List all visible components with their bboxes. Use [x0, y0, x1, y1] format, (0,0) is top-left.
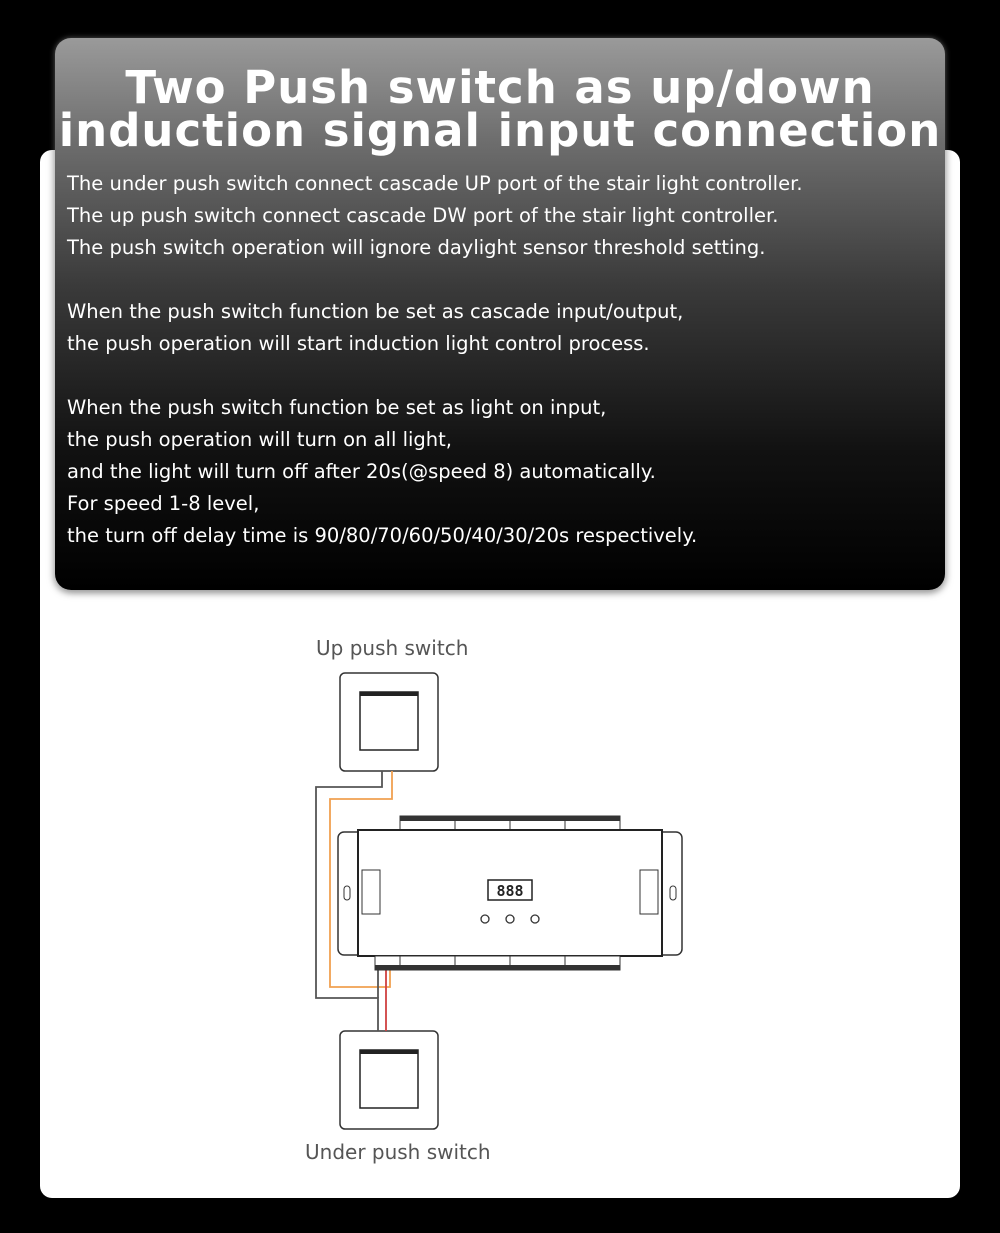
text-line: The up push switch connect cascade DW port of the stair light controller.	[67, 204, 779, 227]
title-line-2: induction signal input connection	[58, 104, 942, 157]
text-line: the turn off delay time is 90/80/70/60/50/40/30/20s respectively.	[67, 524, 698, 547]
title-line-1: Two Push switch as up/down	[125, 61, 875, 114]
diagram-svg	[300, 630, 700, 1175]
stair-light-controller	[338, 830, 682, 956]
text-line: and the light will turn off after 20s(@speed 8) automatically.	[67, 460, 656, 483]
paragraph-3	[67, 392, 927, 552]
header-card	[55, 38, 945, 590]
text-line: The push switch operation will ignore daylight sensor threshold setting.	[67, 236, 766, 259]
text-line: the push operation will turn on all light,	[67, 428, 453, 451]
description	[67, 168, 927, 552]
text-line: the push operation will start induction light control process.	[67, 332, 650, 355]
up-switch-label: Up push switch	[316, 636, 469, 660]
under-push-switch	[340, 1031, 438, 1129]
text-line: The under push switch connect cascade UP port of the stair light controller.	[67, 172, 803, 195]
wiring-diagram	[300, 630, 700, 1175]
text-line: When the push switch function be set as light on input,	[67, 396, 607, 419]
text-line: When the push switch function be set as cascade input/output,	[67, 300, 684, 323]
up-push-switch	[340, 673, 438, 771]
segment-display: 888	[496, 882, 524, 900]
under-switch-label: Under push switch	[305, 1140, 491, 1164]
top-terminals	[400, 816, 620, 830]
page-title	[55, 61, 945, 157]
paragraph-1	[67, 168, 927, 264]
bottom-terminals	[375, 956, 620, 970]
paragraph-2	[67, 296, 927, 360]
text-line: For speed 1-8 level,	[67, 492, 260, 515]
